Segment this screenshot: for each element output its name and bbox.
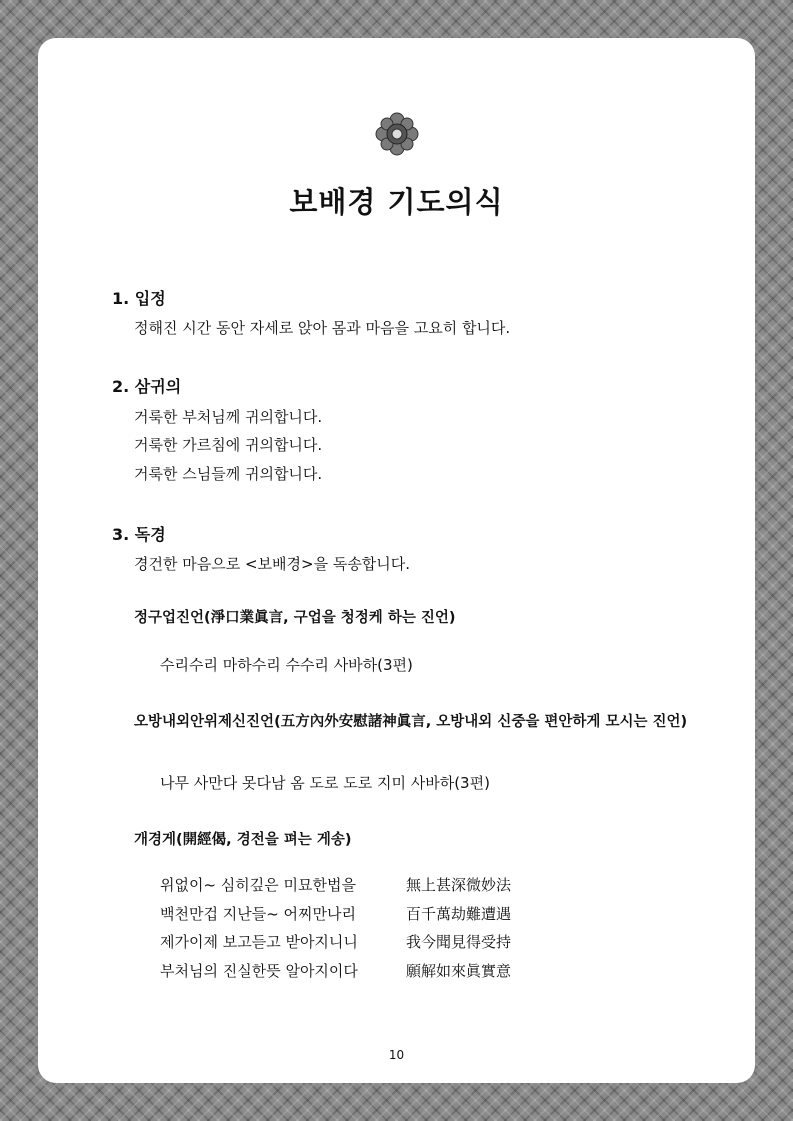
- verse-row: [160, 903, 511, 924]
- section-line: 거룩한 스님들께 귀의합니다.: [134, 465, 323, 483]
- verse-row: [160, 874, 511, 895]
- lotus-ornament-icon: [373, 110, 421, 158]
- page-number: 10: [388, 1048, 405, 1062]
- verse-korean: 위없이~ 심히깊은 미묘한법을: [160, 876, 356, 894]
- verse-row: [160, 931, 511, 952]
- subsection-heading-jeongueop: 정구업진언(淨口業眞言, 구업을 청정케 하는 진언): [134, 610, 456, 626]
- mantra-line: 수리수리 마하수리 수수리 사바하(3편): [160, 656, 413, 674]
- section-heading-samgwiui: 2. 삼귀의: [112, 377, 182, 396]
- subsection-heading-obangnaeoe: 오방내외안위제신진언(五方內外安慰諸神眞言, 오방내외 신중을 편안하게 모시는 진언): [134, 714, 688, 730]
- mantra-line: 나무 사만다 못다남 옴 도로 도로 지미 사바하(3편): [160, 774, 490, 792]
- document-page: [38, 38, 755, 1083]
- verse-korean: 제가이제 보고듣고 받아지니니: [160, 933, 358, 951]
- page-title: 보배경 기도의식: [289, 185, 504, 219]
- verse-korean: 백천만겁 지난들~ 어찌만나리: [160, 905, 356, 923]
- verse-row: [160, 960, 511, 981]
- section-heading-ipjeong: 1. 입정: [112, 289, 166, 308]
- verse-hanja: 我今聞見得受持: [406, 933, 512, 951]
- verse-hanja: 百千萬劫難遭遇: [406, 905, 512, 923]
- verse-korean: 부처님의 진실한뜻 알아지이다: [160, 962, 358, 980]
- section-line: 거룩한 부처님께 귀의합니다.: [134, 408, 323, 426]
- verse-hanja: 願解如來眞實意: [406, 962, 512, 980]
- section-line: 정해진 시간 동안 자세로 앉아 몸과 마음을 고요히 합니다.: [134, 319, 511, 337]
- section-line: 거룩한 가르침에 귀의합니다.: [134, 436, 323, 454]
- verse-hanja: 無上甚深微妙法: [406, 876, 512, 894]
- subsection-heading-gaegyeongge: 개경게(開經偈, 경전을 펴는 게송): [134, 832, 352, 848]
- section-heading-dokgyeong: 3. 독경: [112, 525, 166, 544]
- section-line: 경건한 마음으로 <보배경>을 독송합니다.: [134, 555, 411, 573]
